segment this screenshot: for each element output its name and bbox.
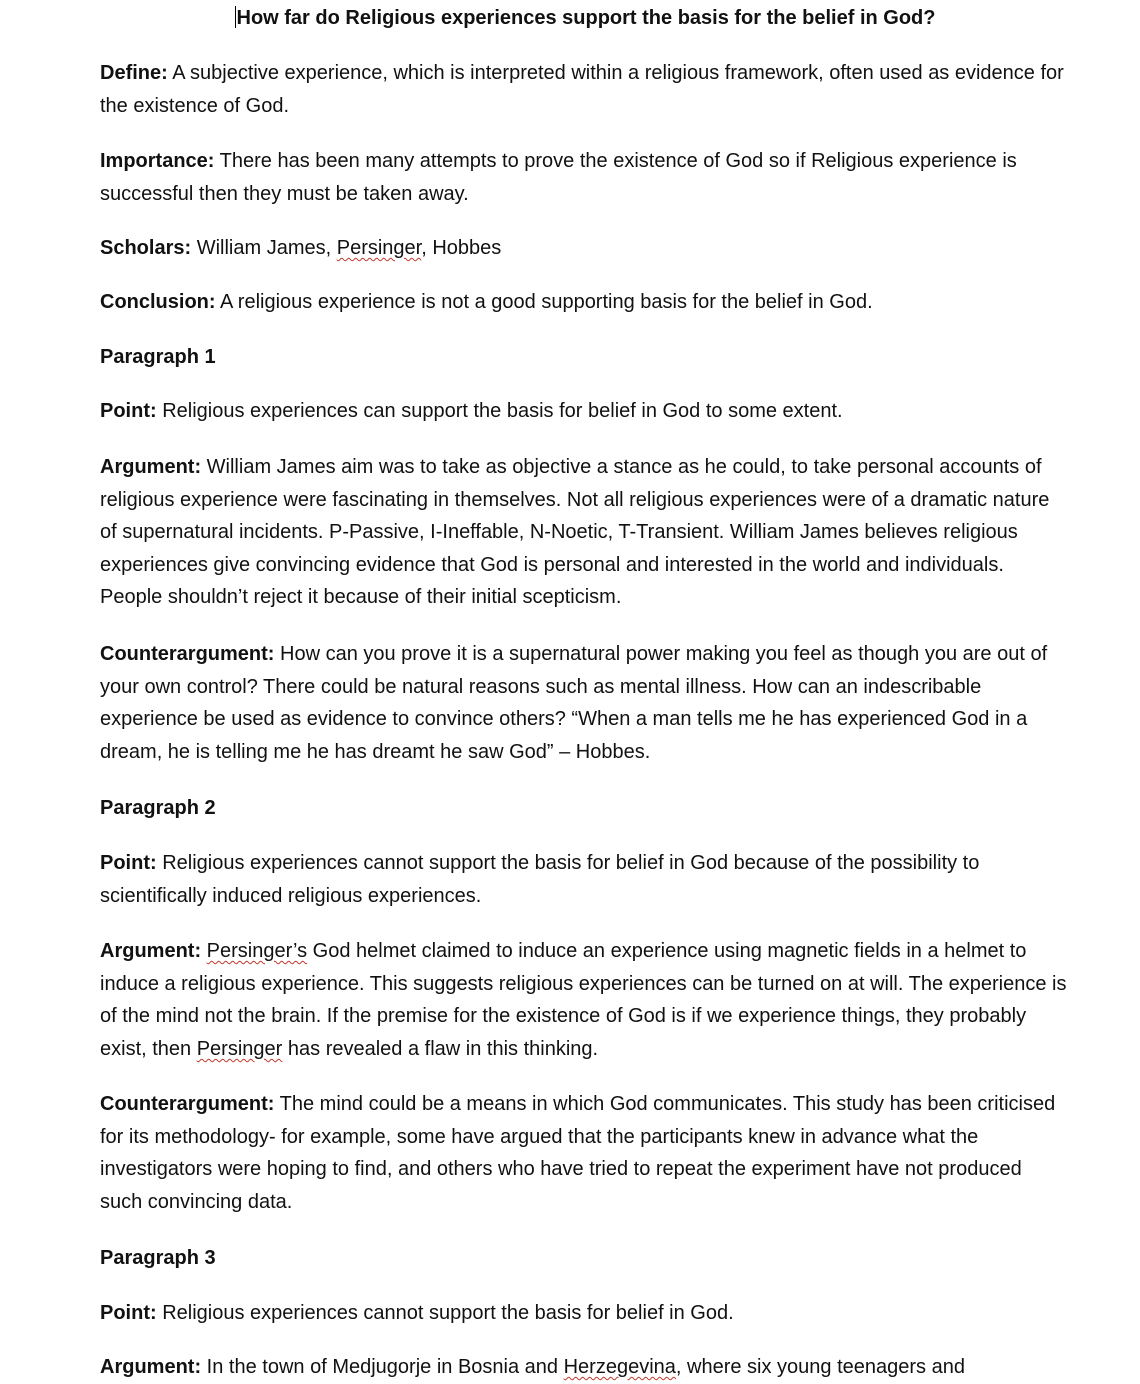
define-paragraph xyxy=(100,57,1068,122)
paragraph-3-heading: Paragraph 3 xyxy=(100,1247,216,1269)
importance-label: Importance: xyxy=(100,150,215,172)
importance-text: There has been many attempts to prove the existence of God so if Religious experience is successful then they must be taken away. xyxy=(100,150,1017,205)
scholars-label: Scholars: xyxy=(100,237,192,259)
text-cursor xyxy=(235,6,236,28)
paragraph-1-heading: Paragraph 1 xyxy=(100,346,216,368)
p2-argument: Argument: Persinger’s God helmet claimed to induce an experience using magnetic fields in a helmet to induce a religious experience. This suggests religious experiences can be turned on at will. The experience is of the mind not the brain. If the premise for the existence of God is if we experience things, they probably exist, then Persinger has revealed a flaw in this thinking. xyxy=(100,940,1067,1060)
p2-counterargument: Counterargument: The mind could be a means in which God communicates. This study has been criticised for its methodology- for example, some have argued that the participants knew in advance what the investigators were hoping to find, and others who have tried to repeat the experiment have not produced such convincing data. xyxy=(100,1093,1056,1213)
define-label: Define: xyxy=(100,62,168,84)
paragraph-2-heading: Paragraph 2 xyxy=(100,797,216,819)
importance-paragraph xyxy=(100,145,1068,210)
p3-point: Point: Religious experiences cannot support the basis for belief in God. xyxy=(100,1302,734,1324)
p2-point: Point: Religious experiences cannot support the basis for belief in God because of the possibility to scientifically induced religious experiences. xyxy=(100,852,980,907)
spelling-flag[interactable]: Persinger’s xyxy=(206,940,308,962)
define-text: A subjective experience, which is interpreted within a religious framework, often used as evidence for the existence of God. xyxy=(100,62,1064,117)
p1-counterargument: Counterargument: How can you prove it is a supernatural power making you feel as though you are out of your own control? There could be natural reasons such as mental illness. How can an indescribable experience be used as evidence to convince others? “When a man tells me he has experienced God in a dream, he is telling me he has dreamt he saw God” – Hobbes. xyxy=(100,643,1048,763)
spelling-flag[interactable]: Persinger xyxy=(196,1037,283,1060)
scholars-paragraph: Scholars: William James, Persinger, Hobbes xyxy=(100,237,502,259)
spelling-flag[interactable]: Herzegevina xyxy=(563,1356,676,1378)
p1-argument: Argument: William James aim was to take as objective a stance as he could, to take personal accounts of religious experience were fascinating in themselves. Not all religious experiences were of a dramatic nature of supernatural incidents. P-Passive, I-Ineffable, N-Noetic, T-Transient. William James believes religious experiences give convincing evidence that God is personal and interested in the world and individuals. People shouldn’t reject it because of their initial scepticism. xyxy=(100,456,1050,609)
p3-argument: Argument: In the town of Medjugorje in Bosnia and Herzegevina, where six young teenagers and xyxy=(100,1356,965,1378)
spelling-flag[interactable]: Persinger xyxy=(336,237,422,259)
conclusion-text: A religious experience is not a good supporting basis for the belief in God. xyxy=(215,291,873,313)
conclusion-label: Conclusion: xyxy=(100,291,216,313)
p1-point: Point: Religious experiences can support the basis for belief in God to some extent. xyxy=(100,400,843,422)
conclusion-paragraph xyxy=(100,286,1068,319)
document-title: How far do Religious experiences support the basis for the belief in God? xyxy=(236,7,936,29)
